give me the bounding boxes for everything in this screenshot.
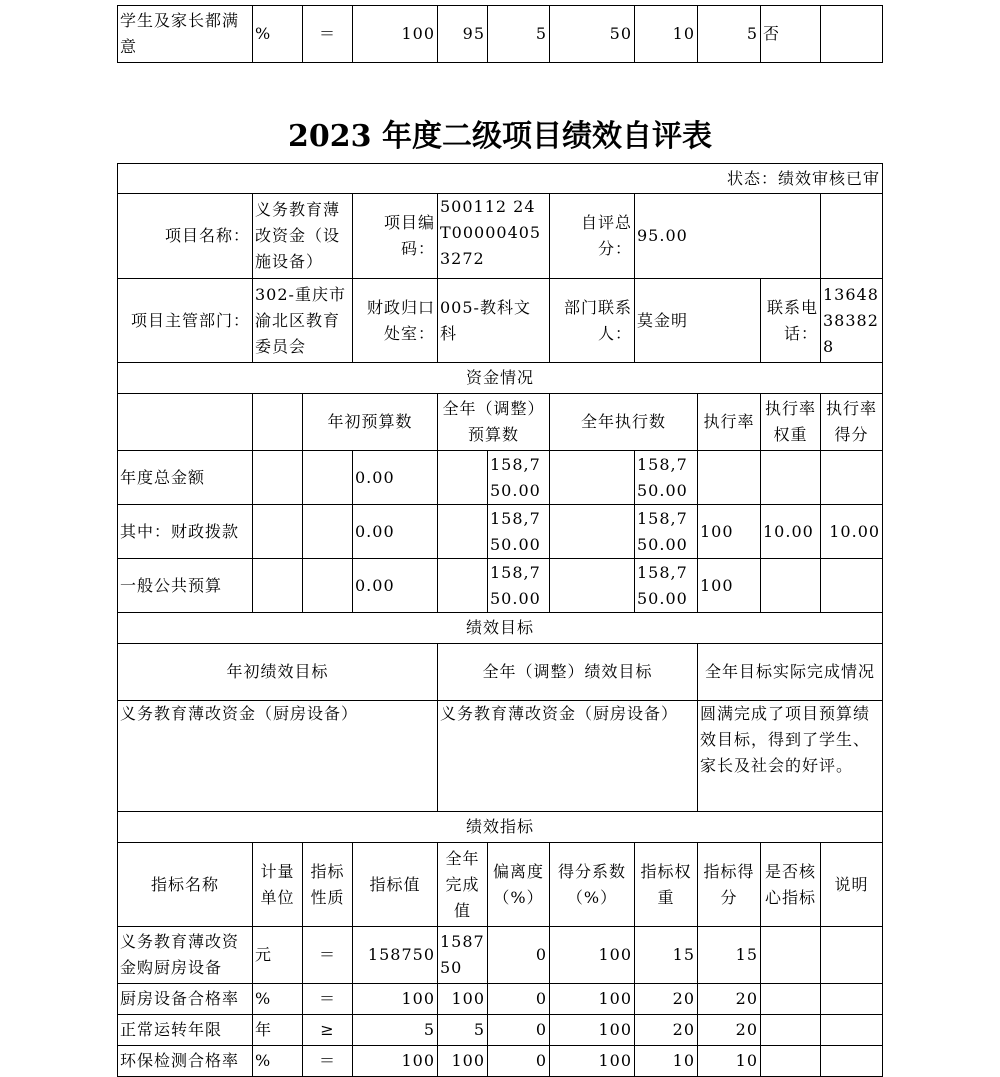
indicator-weight: 10: [635, 6, 698, 63]
indicator-note: [821, 927, 883, 984]
project-name: 义务教育薄改资金（设施设备）: [253, 194, 353, 279]
empty-cell: [438, 559, 488, 613]
indicator-note: [821, 1015, 883, 1046]
funds-rate: [698, 451, 761, 505]
self-score: 95.00: [635, 194, 821, 279]
adjusted-goal: 义务教育薄改资金（厨房设备）: [438, 701, 698, 812]
funds-row-label: 其中：财政拨款: [118, 505, 253, 559]
indicator-score: 20: [698, 1015, 761, 1046]
indicator-unit: %: [253, 6, 303, 63]
funds-rate: 100: [698, 559, 761, 613]
indicator-deviation: 5: [488, 6, 550, 63]
header-weight: 指标权重: [635, 843, 698, 927]
funds-initial: 0.00: [353, 505, 438, 559]
indicator-nature: ＝: [303, 927, 353, 984]
header-exec-rate: 执行率: [698, 394, 761, 451]
indicator-value: 100: [353, 984, 438, 1015]
funds-section-row: [118, 363, 883, 394]
indicator-coef: 50: [550, 6, 635, 63]
empty-cell: [438, 505, 488, 559]
indicator-weight: 20: [635, 984, 698, 1015]
funds-initial: 0.00: [353, 451, 438, 505]
funds-weight: [761, 451, 821, 505]
header-adjusted-goal: 全年（调整）绩效目标: [438, 644, 698, 701]
project-code: 500112 24T000004053272: [438, 194, 550, 279]
indicator-coef: 100: [550, 927, 635, 984]
goals-header-row: [118, 644, 883, 701]
empty-cell: [303, 505, 353, 559]
funds-row-label: 一般公共预算: [118, 559, 253, 613]
indicator-value: 158750: [353, 927, 438, 984]
header-initial-budget: 年初预算数: [303, 394, 438, 451]
indicator-name: 正常运转年限: [118, 1015, 253, 1046]
funds-executed: 158,750.00: [635, 505, 698, 559]
funds-score: [821, 451, 883, 505]
header-executed: 全年执行数: [550, 394, 698, 451]
indicator-score: 15: [698, 927, 761, 984]
header-indicator-name: 指标名称: [118, 843, 253, 927]
table-row: [118, 559, 883, 613]
indicator-unit: 元: [253, 927, 303, 984]
funds-weight: 10.00: [761, 505, 821, 559]
funds-initial: 0.00: [353, 559, 438, 613]
initial-goal: 义务教育薄改资金（厨房设备）: [118, 701, 438, 812]
indicator-nature: ＝: [303, 984, 353, 1015]
indicator-name: 厨房设备合格率: [118, 984, 253, 1015]
empty-cell: [118, 394, 253, 451]
indicator-done: 100: [438, 984, 488, 1015]
indicator-unit: %: [253, 1046, 303, 1077]
indicator-done: 158750: [438, 927, 488, 984]
header-note: 说明: [821, 843, 883, 927]
funds-score: [821, 559, 883, 613]
project-name-label: 项目名称：: [118, 194, 253, 279]
indicator-deviation: 0: [488, 1046, 550, 1077]
indicator-done: 95: [438, 6, 488, 63]
indicator-core: [761, 1046, 821, 1077]
project-name-row: [118, 194, 883, 279]
empty-cell: [821, 194, 883, 279]
indicator-deviation: 0: [488, 1015, 550, 1046]
indicator-score: 5: [698, 6, 761, 63]
project-dept-row: [118, 279, 883, 363]
funds-header-row: [118, 394, 883, 451]
table-row: [118, 1046, 883, 1077]
indicator-value: 100: [353, 1046, 438, 1077]
indicator-nature: ＝: [303, 6, 353, 63]
dept-value: 302-重庆市渝北区教育委员会: [253, 279, 353, 363]
header-actual-completion: 全年目标实际完成情况: [698, 644, 883, 701]
indicator-weight: 20: [635, 1015, 698, 1046]
indicator-done: 100: [438, 1046, 488, 1077]
empty-cell: [303, 451, 353, 505]
header-value: 指标值: [353, 843, 438, 927]
indicator-nature: ≥: [303, 1015, 353, 1046]
phone-label: 联系电话：: [761, 279, 821, 363]
office-value: 005-教科文科: [438, 279, 550, 363]
funds-score: 10.00: [821, 505, 883, 559]
status-text: 状态：绩效审核已审: [118, 164, 883, 194]
indicator-score: 10: [698, 1046, 761, 1077]
contact-label: 部门联系人：: [550, 279, 635, 363]
table-row: [118, 451, 883, 505]
dept-label: 项目主管部门：: [118, 279, 253, 363]
goals-section-row: [118, 613, 883, 644]
table-row: [118, 505, 883, 559]
page-title: 2023 年度二级项目绩效自评表: [288, 119, 712, 154]
indicator-weight: 15: [635, 927, 698, 984]
status-row: [118, 164, 883, 194]
indicator-name: 义务教育薄改资金购厨房设备: [118, 927, 253, 984]
indicator-done: 5: [438, 1015, 488, 1046]
phone-value: 13648383828: [821, 279, 883, 363]
indicators-section-row: [118, 812, 883, 843]
indicator-core: [761, 927, 821, 984]
indicator-score: 20: [698, 984, 761, 1015]
table-row: [118, 927, 883, 984]
indicator-deviation: 0: [488, 927, 550, 984]
funds-executed: 158,750.00: [635, 451, 698, 505]
indicator-weight: 10: [635, 1046, 698, 1077]
header-score: 指标得分: [698, 843, 761, 927]
header-core: 是否核心指标: [761, 843, 821, 927]
goals-content-row: [118, 701, 883, 812]
header-unit: 计量单位: [253, 843, 303, 927]
empty-cell: [550, 505, 635, 559]
empty-cell: [550, 451, 635, 505]
funds-row-label: 年度总金额: [118, 451, 253, 505]
top-indicator-table: [117, 5, 883, 63]
empty-cell: [438, 451, 488, 505]
table-row: [118, 1015, 883, 1046]
indicator-name: 学生及家长都满意: [118, 6, 253, 63]
indicator-coef: 100: [550, 1015, 635, 1046]
funds-adjusted: 158,750.00: [488, 505, 550, 559]
indicator-unit: %: [253, 984, 303, 1015]
indicator-value: 5: [353, 1015, 438, 1046]
funds-executed: 158,750.00: [635, 559, 698, 613]
self-score-label: 自评总分：: [550, 194, 635, 279]
empty-cell: [253, 394, 303, 451]
indicators-section-title: 绩效指标: [118, 812, 883, 843]
header-adjusted-budget: 全年（调整）预算数: [438, 394, 550, 451]
indicator-note: [821, 1046, 883, 1077]
funds-section-title: 资金情况: [118, 363, 883, 394]
empty-cell: [550, 559, 635, 613]
funds-weight: [761, 559, 821, 613]
indicator-value: 100: [353, 6, 438, 63]
actual-completion: 圆满完成了项目预算绩效目标，得到了学生、家长及社会的好评。: [698, 701, 883, 812]
header-initial-goal: 年初绩效目标: [118, 644, 438, 701]
empty-cell: [303, 559, 353, 613]
empty-cell: [253, 451, 303, 505]
indicator-unit: 年: [253, 1015, 303, 1046]
goals-section-title: 绩效目标: [118, 613, 883, 644]
indicator-deviation: 0: [488, 984, 550, 1015]
header-rate-score: 执行率得分: [821, 394, 883, 451]
evaluation-table: [117, 163, 883, 1077]
table-row: [118, 984, 883, 1015]
header-deviation: 偏离度（%）: [488, 843, 550, 927]
indicator-core: [761, 984, 821, 1015]
header-nature: 指标性质: [303, 843, 353, 927]
indicator-core: 否: [761, 6, 821, 63]
indicators-header-row: [118, 843, 883, 927]
indicator-name: 环保检测合格率: [118, 1046, 253, 1077]
contact-value: 莫金明: [635, 279, 761, 363]
indicator-coef: 100: [550, 984, 635, 1015]
indicator-nature: ＝: [303, 1046, 353, 1077]
header-rate-weight: 执行率权重: [761, 394, 821, 451]
table-row: [118, 6, 883, 63]
indicator-core: [761, 1015, 821, 1046]
indicator-note: [821, 984, 883, 1015]
funds-adjusted: 158,750.00: [488, 559, 550, 613]
header-done: 全年完成值: [438, 843, 488, 927]
office-label: 财政归口处室：: [353, 279, 438, 363]
header-coef: 得分系数（%）: [550, 843, 635, 927]
empty-cell: [253, 559, 303, 613]
empty-cell: [253, 505, 303, 559]
indicator-note: [821, 6, 883, 63]
funds-rate: 100: [698, 505, 761, 559]
indicator-coef: 100: [550, 1046, 635, 1077]
project-code-label: 项目编码：: [353, 194, 438, 279]
funds-adjusted: 158,750.00: [488, 451, 550, 505]
